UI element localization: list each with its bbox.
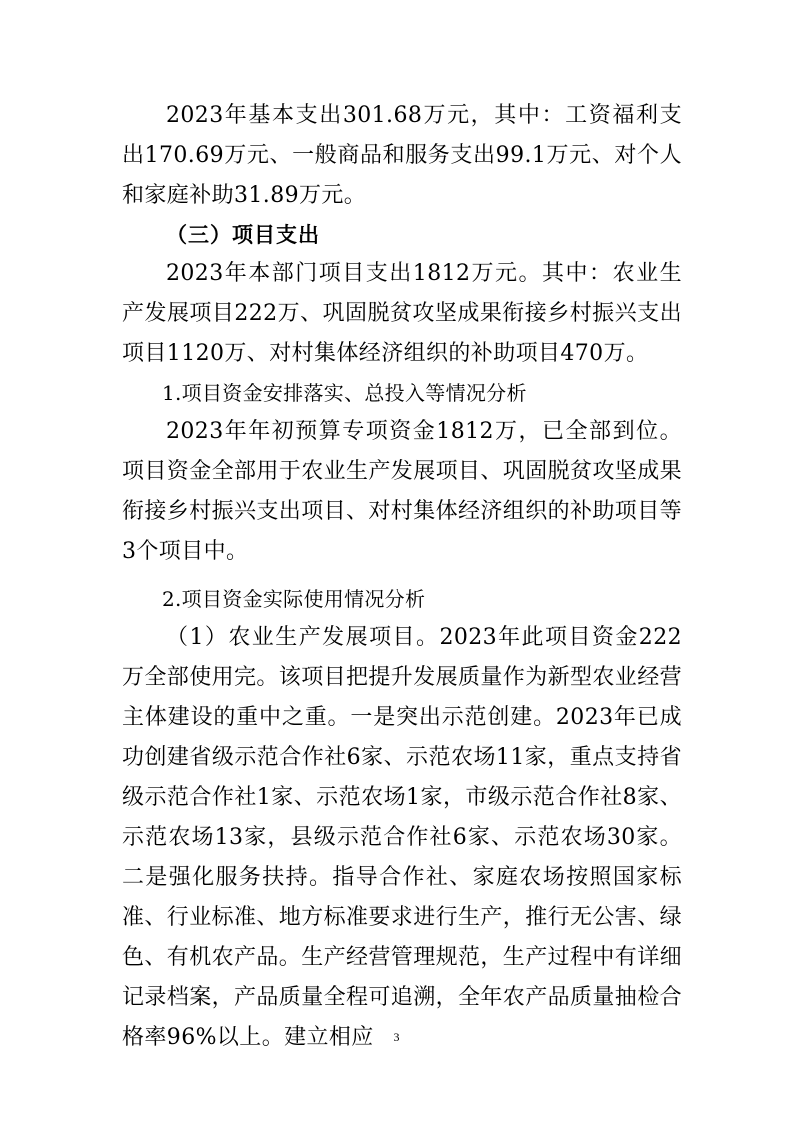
- subheading-funding-arrangement: 1.项目资金安排落实、总投入等情况分析: [162, 381, 527, 405]
- document-body: [122, 96, 682, 1058]
- subheading-actual-usage: 2.项目资金实际使用情况分析: [162, 587, 426, 611]
- section-heading-project-expenditure: （三）项目支出: [166, 222, 320, 247]
- paragraph-agri-development: （1）农业生产发展项目。2023年此项目资金222万全部使用完。该项目把提升发展质量作为新型农业经营主体建设的重中之重。一是突出示范创建。2023年已成功创建省级示范合作社6家、示范农场11家，重点支持省级示范合作社1家、示范农场1家，市级示范合作社8家、示范农场13家，县级示范合作社6家、示范农场30家。二是强化服务扶持。指导合作社、家庭农场按照国家标准、行业标准、地方标准要求进行生产，推行无公害、绿色、有机农产品。生产经营管理规范，生产过程中有详细记录档案，产品质量全程可追溯，全年农产品质量抽检合格率96%以上。建立相应: [122, 625, 683, 1050]
- paragraph-basic-expenditure: 2023年基本支出301.68万元，其中：工资福利支出170.69万元、一般商品和服务支出99.1万元、对个人和家庭补助31.89万元。: [122, 103, 682, 208]
- page-number: 3: [393, 1030, 400, 1044]
- paragraph-funding-arrangement: 2023年年初预算专项资金1812万，已全部到位。项目资金全部用于农业生产发展项目、巩固脱贫攻坚成果衔接乡村振兴支出项目、对村集体经济组织的补助项目等3个项目中。: [122, 419, 683, 564]
- paragraph-project-expenditure: 2023年本部门项目支出1812万元。其中：农业生产发展项目222万、巩固脱贫攻坚成果衔接乡村振兴支出项目1120万、对村集体经济组织的补助项目470万。: [122, 261, 682, 366]
